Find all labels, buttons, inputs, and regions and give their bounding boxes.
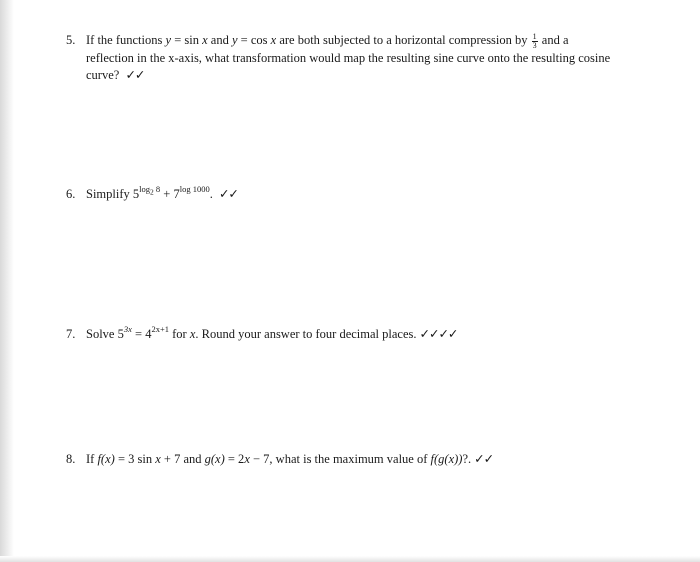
checkmark-icon: ✓✓✓✓ [419,327,458,341]
question-6 [66,183,646,203]
question-number: 5. [66,33,76,47]
question-number: 8. [66,452,76,466]
power-expression-2: $4^{2x+1}$ [145,323,169,341]
question-text: Solve $5^{3x} = 4^{2x+1}$ for x. Round your answer to four decimal places. ✓✓✓✓ [86,323,458,341]
power-expression-1: $5^{3x}$ [117,323,132,341]
checkmark-icon: ✓✓ [218,187,238,201]
checkmark-icon: ✓✓ [474,452,494,466]
question-8 [66,451,646,468]
question-text: Simplify $5^{log_2 8} + 7^{log 1000}$. ✓✓ [86,183,238,201]
page-shadow-bottom [0,556,700,562]
question-line-3: curve? ✓✓ [86,67,145,82]
power-expression-1: $5^{log_2 8}$ [132,183,161,201]
question-line-1: If the functions y = sin x and y = cos x are both subjected to a horizontal compression by $\frac{1}{3}$ and a [86,31,569,50]
question-line-2: reflection in the x-axis, what transformation would map the resulting sine curve onto the resulting cosine [86,50,611,65]
question-text [86,32,646,84]
checkmark-icon: ✓✓ [125,67,145,82]
question-text: If f(x) = 3 sin x + 7 and g(x) = 2x − 7, what is the maximum value of f(g(x))?. ✓✓ [86,452,494,466]
page-shadow-left [0,0,14,562]
question-5 [66,32,646,84]
power-expression-2: $7^{log 1000}$ [173,183,210,201]
question-number: 7. [66,327,76,341]
question-7 [66,323,646,343]
question-number: 6. [66,187,76,201]
fraction-one-third: $\frac{1}{3}$ [532,31,537,50]
